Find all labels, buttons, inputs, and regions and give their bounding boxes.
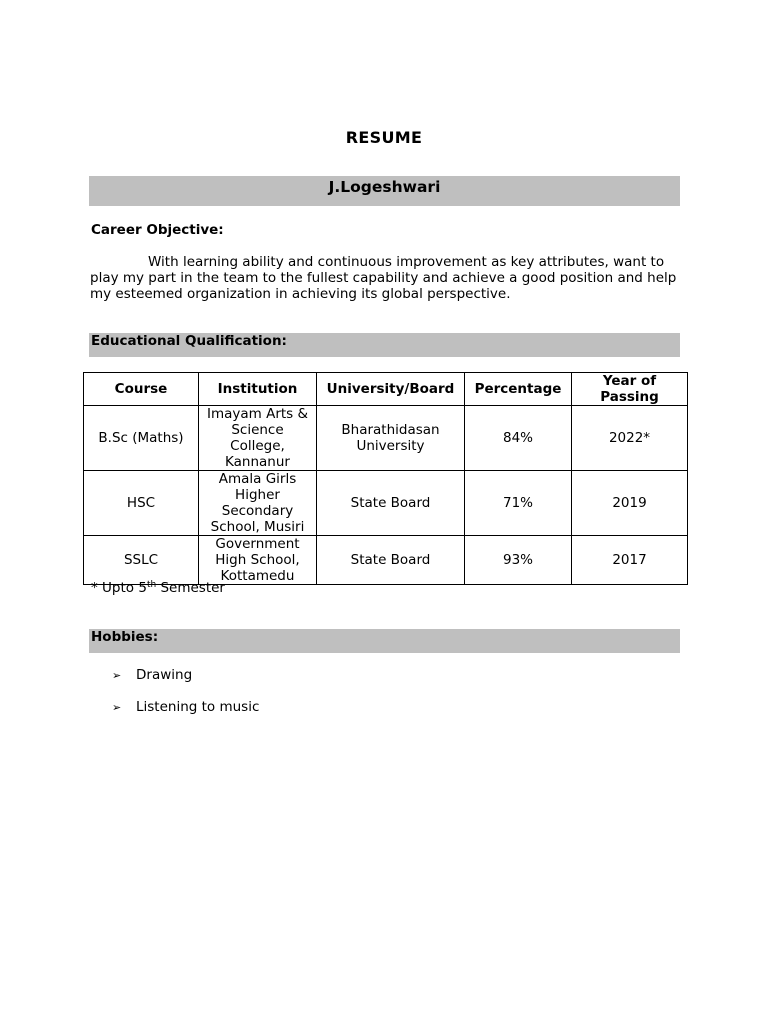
course-cell: HSC bbox=[84, 471, 199, 536]
hobbies-heading: Hobbies: bbox=[91, 629, 159, 645]
career-objective-paragraph: With learning ability and continuous improvement as key attributes, want to play my part in the team to the fullest capability and achieve a good position and help my esteemed organization in achieving its global perspective. bbox=[90, 254, 677, 302]
percentage-cell: 71% bbox=[465, 471, 572, 536]
footnote-text: * Upto 5 bbox=[91, 580, 147, 596]
arrow-bullet-icon: ➢ bbox=[112, 669, 122, 682]
institution-cell: Government High School, Kottamedu bbox=[199, 536, 317, 585]
table-footnote bbox=[91, 580, 225, 596]
column-header: University/Board bbox=[317, 373, 465, 406]
year-cell: 2017 bbox=[572, 536, 688, 585]
board-cell: Bharathidasan University bbox=[317, 406, 465, 471]
education-heading: Educational Qualification: bbox=[91, 333, 287, 349]
career-objective-heading: Career Objective: bbox=[91, 222, 224, 238]
institution-cell: Imayam Arts & Science College, Kannanur bbox=[199, 406, 317, 471]
list-item bbox=[112, 699, 259, 715]
education-section-bar bbox=[89, 333, 680, 357]
table-row bbox=[84, 471, 688, 536]
footnote-suffix: Semester bbox=[156, 580, 225, 596]
hobby-label: Drawing bbox=[136, 667, 193, 683]
education-table bbox=[83, 372, 688, 585]
table-row bbox=[84, 536, 688, 585]
column-header: Course bbox=[84, 373, 199, 406]
column-header: Percentage bbox=[465, 373, 572, 406]
course-cell: SSLC bbox=[84, 536, 199, 585]
footnote-superscript: th bbox=[146, 580, 157, 590]
year-cell: 2019 bbox=[572, 471, 688, 536]
resume-title: RESUME bbox=[345, 128, 423, 147]
institution-cell: Amala Girls Higher Secondary School, Musiri bbox=[199, 471, 317, 536]
candidate-name: J.Logeshwari bbox=[89, 176, 680, 206]
hobbies-section-bar bbox=[89, 629, 680, 653]
column-header: Year of Passing bbox=[572, 373, 688, 406]
hobby-label: Listening to music bbox=[136, 699, 260, 715]
course-cell: B.Sc (Maths) bbox=[84, 406, 199, 471]
career-objective-text bbox=[90, 254, 680, 302]
table-row bbox=[84, 406, 688, 471]
percentage-cell: 93% bbox=[465, 536, 572, 585]
table-header-row bbox=[84, 373, 688, 406]
list-item bbox=[112, 667, 192, 683]
arrow-bullet-icon: ➢ bbox=[112, 701, 122, 714]
column-header: Institution bbox=[199, 373, 317, 406]
year-cell: 2022* bbox=[572, 406, 688, 471]
board-cell: State Board bbox=[317, 536, 465, 585]
board-cell: State Board bbox=[317, 471, 465, 536]
percentage-cell: 84% bbox=[465, 406, 572, 471]
